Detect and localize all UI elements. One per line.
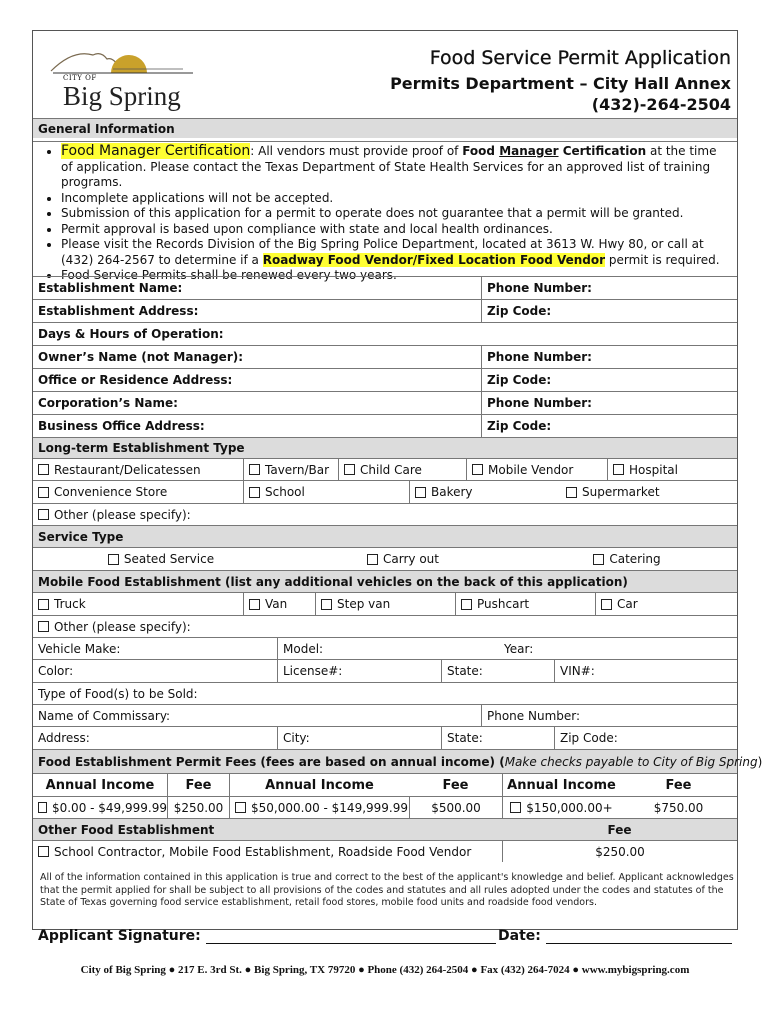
checkbox-icon[interactable]	[367, 554, 378, 565]
option-restaurant[interactable]	[33, 459, 243, 480]
text: Certification	[558, 144, 647, 158]
other-est-fee: $250.00	[502, 841, 737, 862]
owner-name-field[interactable]: Owner’s Name (not Manager):	[38, 350, 244, 364]
label: Other (please specify):	[54, 619, 191, 634]
option-van[interactable]	[243, 593, 315, 615]
longterm-row2	[33, 480, 737, 503]
checkbox-icon[interactable]	[566, 487, 577, 498]
fees-note: Make checks payable to City of Big Spring	[504, 754, 758, 769]
checkbox-icon[interactable]	[321, 599, 332, 610]
label: Hospital	[629, 462, 678, 477]
label: Seated Service	[123, 552, 215, 566]
option-bakery[interactable]	[409, 481, 561, 503]
option-tavern[interactable]	[243, 459, 338, 480]
list-item: • Incomplete applications will not be accepted.	[61, 191, 737, 207]
col-income-3: Annual Income	[502, 774, 620, 796]
signature-label: Applicant Signature:	[38, 928, 201, 944]
list-item: • Submission of this application for a permit to operate does not guarantee that a permit will be granted.	[61, 206, 737, 222]
col-income-2: Annual Income	[229, 774, 409, 796]
highlight-food-manager: Food Manager Certification	[61, 143, 251, 159]
vehicle-state-field[interactable]: State:	[441, 660, 554, 682]
office-zip-field[interactable]: Zip Code:	[481, 369, 737, 391]
checkbox-icon[interactable]	[235, 802, 246, 813]
checkbox-icon[interactable]	[510, 802, 521, 813]
fees-title	[33, 750, 763, 773]
checkbox-icon[interactable]	[249, 464, 260, 475]
food-type-row	[33, 682, 737, 704]
other-est-header	[33, 818, 737, 840]
row-office	[33, 368, 737, 391]
longterm-row1	[33, 458, 737, 480]
option-catering[interactable]	[517, 548, 737, 570]
commissary-name-field[interactable]: Name of Commissary:	[38, 708, 171, 723]
col-fee-1: Fee	[167, 774, 229, 796]
disclaimer-text: All of the information contained in this application is true and correct to the best of the applicant's knowledge and belief. Applicant acknowledges that the permit applied for shall be subject to all provisions of the codes and statutes and all rules adopted under the codes and statutes of the State of Texas governing food service establishment, retail food stores, mobile food units and roadside food vendors.	[40, 872, 734, 908]
tier-3-fee: $750.00	[653, 800, 704, 815]
row-establishment-address	[33, 299, 737, 322]
checkbox-icon[interactable]	[38, 509, 49, 520]
row-owner	[33, 345, 737, 368]
option-convenience-store[interactable]	[33, 481, 243, 503]
label: $50,000.00 - $149,999.99	[251, 800, 409, 815]
longterm-title: Long-term Establishment Type	[38, 441, 245, 455]
mobile-header	[33, 570, 737, 592]
checkbox-icon[interactable]	[461, 599, 472, 610]
checkbox-icon[interactable]	[593, 554, 604, 565]
date-line[interactable]	[546, 929, 732, 944]
service-title: Service Type	[38, 529, 124, 544]
checkbox-icon[interactable]	[38, 464, 49, 475]
longterm-other-row	[33, 503, 737, 525]
mobile-other-row	[33, 615, 737, 637]
tier-1-fee: $250.00	[167, 797, 229, 818]
logo-name: Big Spring	[63, 81, 181, 111]
fees-tier-row	[33, 796, 737, 818]
general-info-title: General Information	[38, 121, 175, 136]
service-header	[33, 525, 737, 547]
other-est-fee-label: Fee	[607, 822, 632, 837]
fees-col-headers	[33, 773, 737, 796]
option-carry-out[interactable]	[289, 548, 517, 570]
label: Van	[265, 597, 288, 611]
office-address-field[interactable]: Office or Residence Address:	[38, 373, 233, 387]
general-info-list	[33, 141, 737, 284]
label: Other (please specify):	[54, 507, 191, 522]
col-fee-2: Fee	[442, 777, 469, 793]
signature-block	[38, 928, 496, 944]
checkbox-icon[interactable]	[613, 464, 624, 475]
food-type-field[interactable]: Type of Food(s) to be Sold:	[38, 686, 198, 701]
option-car[interactable]	[595, 593, 737, 615]
option-step-van[interactable]	[315, 593, 455, 615]
label: Carry out	[383, 552, 439, 566]
text: permit is required.	[605, 252, 720, 267]
col-income-1: Annual Income	[45, 777, 155, 793]
list-item	[61, 144, 737, 191]
phone-field[interactable]: Phone Number:	[481, 277, 737, 299]
label: $150,000.00+	[526, 800, 613, 815]
signature-line[interactable]	[206, 929, 496, 944]
option-child-care[interactable]	[338, 459, 466, 480]
vehicle-vin-field[interactable]: VIN#:	[554, 660, 737, 682]
corporation-phone-field[interactable]: Phone Number:	[481, 392, 737, 414]
option-truck[interactable]	[33, 593, 243, 615]
other-est-row	[33, 840, 737, 862]
label: Catering	[609, 552, 661, 566]
date-label: Date:	[498, 928, 541, 944]
option-other-longterm[interactable]	[33, 504, 737, 525]
commissary-zip-field[interactable]: Zip Code:	[554, 727, 737, 749]
general-info-header	[33, 118, 737, 138]
checkbox-icon[interactable]	[344, 464, 355, 475]
corporation-name-field[interactable]: Corporation’s Name:	[38, 396, 178, 410]
vehicle-license-field[interactable]: License#:	[277, 660, 441, 682]
commissary-address-field[interactable]: Address:	[38, 731, 90, 745]
establishment-name-field[interactable]: Establishment Name:	[38, 281, 183, 295]
commissary-state-field[interactable]: State:	[441, 727, 554, 749]
fees-heading-text: Food Establishment Permit Fees (fees are based on annual income) (	[38, 754, 505, 769]
checkbox-icon[interactable]	[38, 487, 49, 498]
page-title: Food Service Permit Application	[429, 47, 731, 69]
vehicle-model-field[interactable]: Model:	[277, 638, 499, 659]
option-hospital[interactable]	[607, 459, 737, 480]
other-est-option[interactable]	[33, 841, 502, 862]
text: at the time of application. Please contact the Texas Department of State Health Services for an approved list of training programs.	[61, 144, 717, 189]
text: : All vendors must provide proof of	[250, 144, 463, 158]
checkbox-icon[interactable]	[249, 487, 260, 498]
option-school[interactable]	[243, 481, 409, 503]
option-other-mobile[interactable]	[33, 616, 737, 637]
label: Truck	[54, 597, 86, 611]
checkbox-icon[interactable]	[472, 464, 483, 475]
business-address-field[interactable]: Business Office Address:	[38, 419, 205, 433]
checkbox-icon[interactable]	[38, 621, 49, 632]
checkbox-icon[interactable]	[601, 599, 612, 610]
days-hours-field[interactable]: Days & Hours of Operation:	[38, 327, 224, 341]
list-item: • Permit approval is based upon compliance with state and local health ordinances.	[61, 222, 737, 238]
logo-city-of: CITY OF	[63, 74, 97, 82]
tier-2-fee: $500.00	[409, 797, 502, 818]
checkbox-icon[interactable]	[108, 554, 119, 565]
label: Pushcart	[477, 597, 530, 611]
label: Child Care	[360, 462, 422, 477]
row-corporation	[33, 391, 737, 414]
vehicle-year-field[interactable]: Year:	[504, 641, 534, 656]
highlight-roadway-vendor: Roadway Food Vendor/Fixed Location Food Vendor	[262, 252, 606, 267]
option-seated-service[interactable]	[33, 548, 289, 570]
label: Supermarket	[582, 485, 660, 499]
vehicle-color-row	[33, 659, 737, 682]
label: School Contractor, Mobile Food Establishment, Roadside Food Vendor	[54, 844, 472, 859]
commissary-row	[33, 704, 737, 726]
department-phone: (432)-264-2504	[591, 95, 731, 114]
option-mobile-vendor[interactable]	[466, 459, 607, 480]
row-business	[33, 414, 737, 437]
other-est-title: Other Food Establishment	[38, 822, 215, 837]
label: School	[265, 485, 305, 499]
mobile-title: Mobile Food Establishment (list any additional vehicles on the back of this application)	[38, 574, 628, 589]
text: Food	[462, 144, 500, 158]
label: Tavern/Bar	[265, 462, 330, 477]
owner-phone-field[interactable]: Phone Number:	[481, 346, 737, 368]
label: Restaurant/Delicatessen	[54, 462, 201, 477]
commissary-address-row	[33, 726, 737, 749]
city-logo	[43, 41, 193, 119]
option-pushcart[interactable]	[455, 593, 595, 615]
col-fee-3: Fee	[665, 777, 692, 793]
row-establishment-name	[33, 276, 737, 299]
vehicle-color-field[interactable]: Color:	[38, 664, 74, 678]
longterm-header	[33, 437, 737, 458]
commissary-phone-field[interactable]: Phone Number:	[481, 705, 737, 726]
vehicle-make-row	[33, 637, 737, 659]
checkbox-icon[interactable]	[415, 487, 426, 498]
list-item	[61, 237, 737, 268]
zip-field[interactable]: Zip Code:	[481, 300, 737, 322]
label: Mobile Vendor	[488, 462, 574, 477]
text: Manager	[499, 144, 559, 158]
label: Car	[617, 597, 638, 611]
tier-3-option[interactable]	[502, 797, 620, 818]
checkbox-icon[interactable]	[38, 599, 49, 610]
label: $0.00 - $49,999.99	[51, 800, 167, 815]
checkbox-icon[interactable]	[249, 599, 260, 610]
fees-header	[33, 749, 763, 773]
service-row	[33, 547, 737, 570]
row-days-hours	[33, 322, 737, 345]
commissary-city-field[interactable]: City:	[277, 727, 441, 749]
date-block	[498, 928, 732, 944]
option-supermarket[interactable]	[561, 481, 737, 503]
text: )	[757, 754, 763, 769]
tier-2-option[interactable]	[229, 797, 409, 818]
text: Please visit the Records Division of the Big Spring Police Department, located at 3613 W. Hwy 80, or call at (432) 264-2567 to determine if a	[61, 237, 704, 267]
form-page	[32, 30, 763, 930]
label: Bakery	[431, 485, 473, 499]
list-item: • Food Service Permits shall be renewed every two years.	[61, 268, 737, 284]
establishment-address-field[interactable]: Establishment Address:	[38, 304, 199, 318]
label: Convenience Store	[54, 485, 168, 499]
tier-1-option[interactable]	[33, 797, 167, 818]
mobile-vehicle-row	[33, 592, 737, 615]
checkbox-icon[interactable]	[38, 802, 47, 813]
footer-contact: City of Big Spring ● 217 E. 3rd St. ● Big Spring, TX 79720 ● Phone (432) 264-2504 ● Fax (432) 264-7024 ● www.mybigspring.com	[80, 964, 690, 976]
vehicle-make-field[interactable]: Vehicle Make:	[38, 641, 121, 656]
checkbox-icon[interactable]	[38, 846, 49, 857]
label: Step van	[337, 597, 391, 611]
page-subtitle: Permits Department – City Hall Annex	[390, 74, 731, 93]
business-zip-field[interactable]: Zip Code:	[481, 415, 737, 437]
